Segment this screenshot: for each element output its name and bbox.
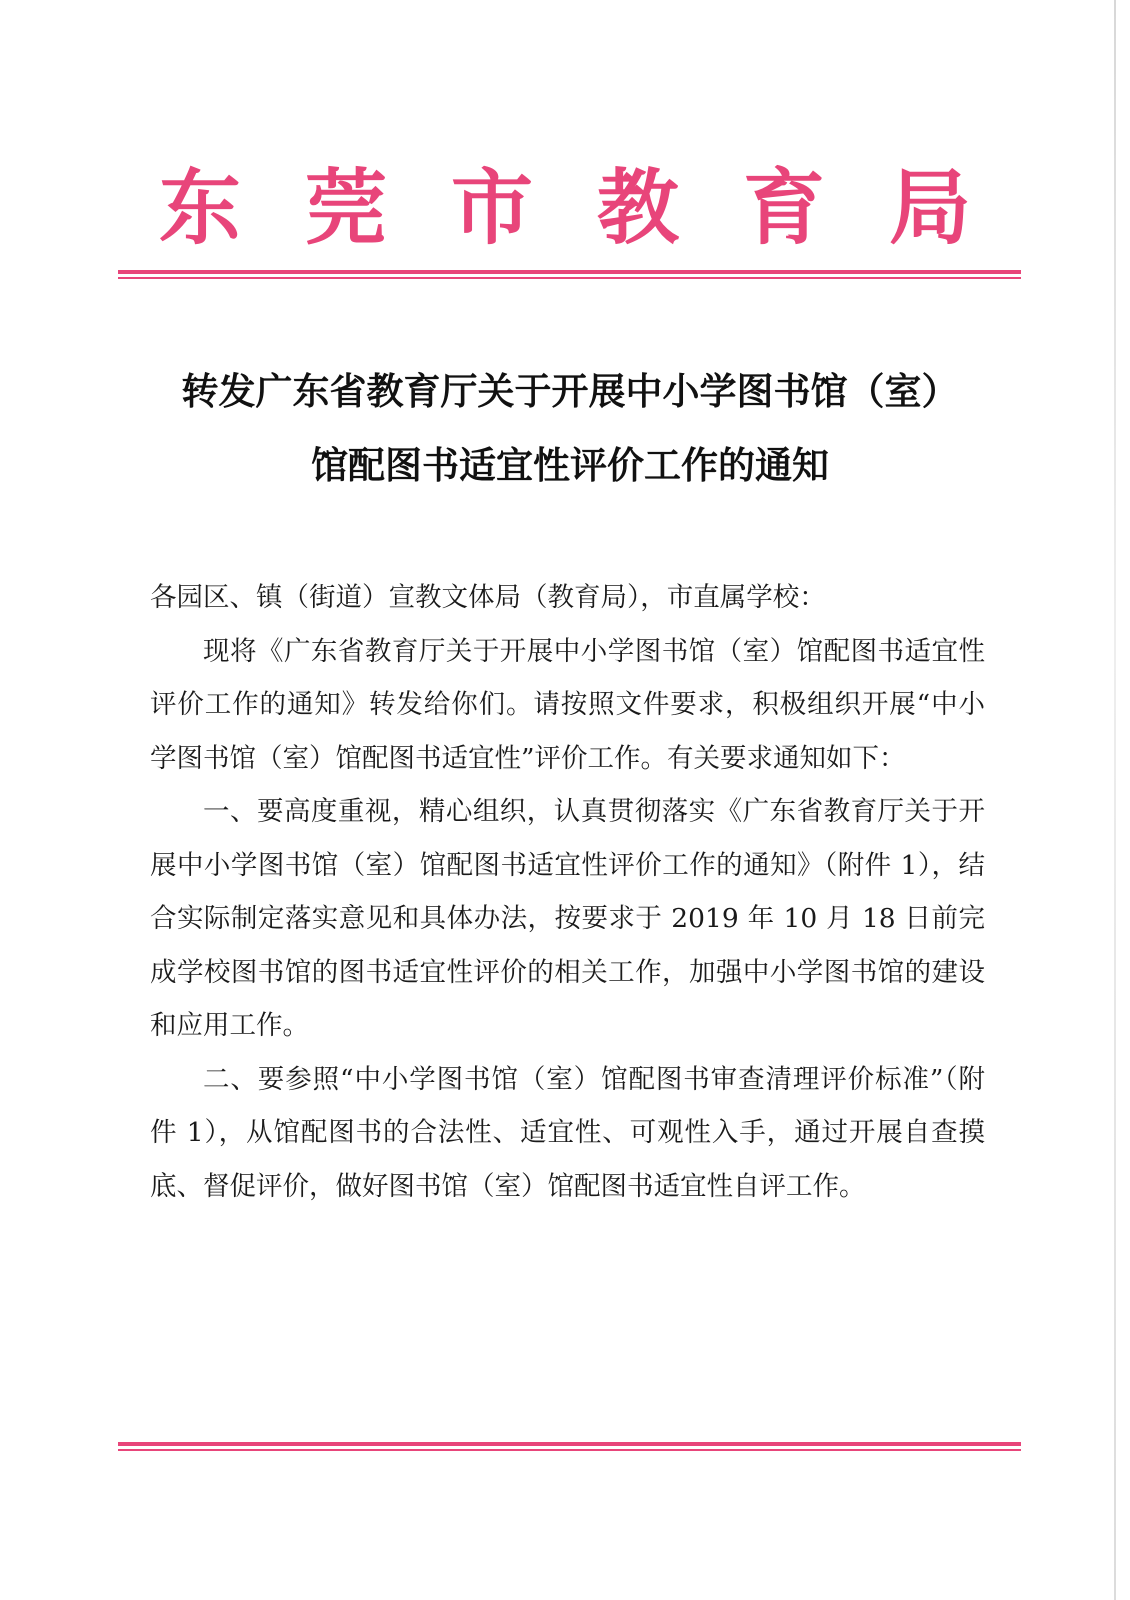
letterhead-char: 东 [158, 160, 241, 256]
letterhead-char: 市 [450, 160, 533, 256]
divider-thin-line [118, 1449, 1021, 1451]
paragraph-requirement-2: 二、要参照“中小学图书馆（室）馆配图书审查清理评价标准”（附件 1），从馆配图书的合法性、适宜性、可观性入手，通过开展自查摸底、督促评价，做好图书馆（室）馆配图书适宜性自评工作。 [150, 1063, 985, 1202]
title-line-2: 馆配图书适宜性评价工作的通知 [311, 444, 829, 487]
title-line-1: 转发广东省教育厅关于开展中小学图书馆（室） [181, 370, 959, 413]
paragraph-intro: 现将《广东省教育厅关于开展中小学图书馆（室）馆配图书适宜性评价工作的通知》转发给你们。请按照文件要求，积极组织开展“中小学图书馆（室）馆配图书适宜性”评价工作。有关要求通知如下： [150, 635, 985, 774]
divider-thick-line [118, 270, 1021, 274]
salutation: 各园区、镇（街道）宣教文体局（教育局），市直属学校： [150, 582, 826, 613]
letterhead-char: 育 [742, 160, 825, 256]
divider-thick-line [118, 1442, 1021, 1446]
letterhead-divider-top [118, 270, 1021, 279]
divider-thin-line [118, 277, 1021, 279]
letterhead-char: 局 [888, 160, 971, 256]
letterhead-char: 莞 [304, 160, 387, 256]
paragraph-requirement-1: 一、要高度重视，精心组织，认真贯彻落实《广东省教育厅关于开展中小学图书馆（室）馆配图书适宜性评价工作的通知》（附件 1），结合实际制定落实意见和具体办法，按要求于 2019 年 10 月 18 日前完成学校图书馆的图书适宜性评价的相关工作，加强中小学图书馆的建设和应用工作。 [150, 796, 985, 1041]
footer-divider [118, 1442, 1021, 1451]
letterhead-issuer [150, 158, 980, 258]
document-title [140, 355, 1000, 503]
document-body [150, 571, 985, 1213]
letterhead-char: 教 [596, 160, 679, 256]
scan-edge-shadow [1114, 0, 1116, 1600]
